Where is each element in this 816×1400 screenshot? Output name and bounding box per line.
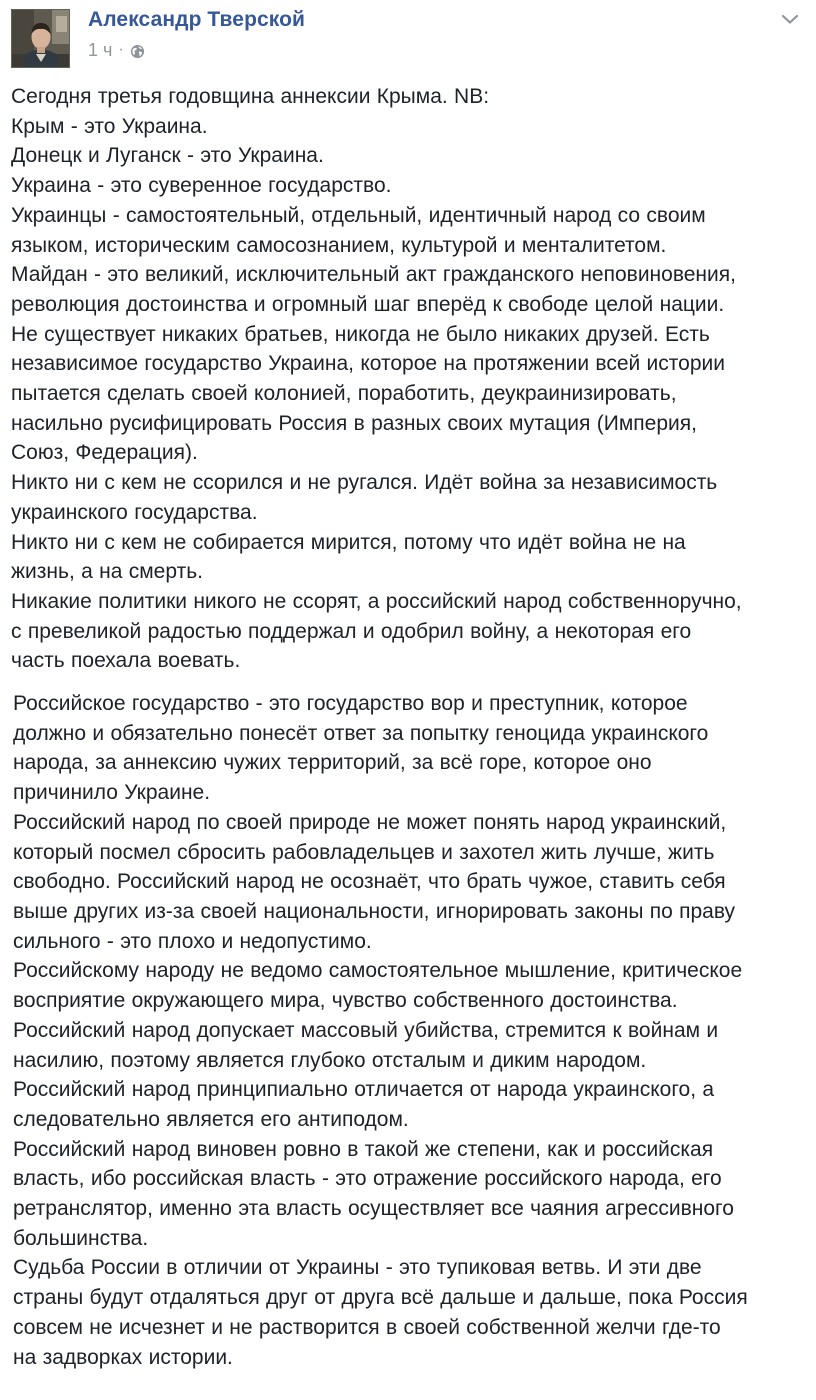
chevron-down-icon[interactable] — [779, 11, 801, 27]
post-paragraph: Сегодня третья годовщина аннексии Крыма. NB: Крым - это Украина. Донецк и Луганск - это Украина. Украина - это суверенное государство. Украинцы - самостоятельный, отдельный, идентичный народ со своим языком, историческим самосознанием, культурой и менталитетом. Майдан - это великий, исключительный акт гражданского неповиновения, революция достоинства и огромный шаг вперёд к свободе целой нации. Не существует никаких братьев, никогда не было никаких друзей. Есть независимое государство Украина, которое на протяжении всей истории пытается сделать своей колонией, поработить, деукраинизировать, насильно русифицировать Россия в разных своих мутация (Империя, Союз, Федерация). Никто ни с кем не ссорился и не ругался. Идёт война за независимость украинского государства. Никто ни с кем не собирается мирится, потому что идёт война не на жизнь, а на смерть. Никакие политики никого не ссорят, а российский народ собственноручно, с превеликой радостью поддержал и одобрил войну, а некоторая его часть поехала воевать. — [11, 85, 742, 673]
post-timestamp[interactable]: 1 ч — [88, 39, 113, 60]
post-paragraph: Российское государство - это государство вор и преступник, которое должно и обязательно понесёт ответ за попытку геноцида украинского народа, за аннексию чужих территорий, за всё горе, которое оно причинило Украине. Российский народ по своей природе не может понять народ украинский, который посмел сбросить рабовладельцев и захотел жить лучше, жить свободно. Российский народ не осознаёт, что брать чужое, ставить себя выше других из-за своей национальности, игнорировать законы по праву сильного - это плохо и недопустимо. Российскому народу не ведомо самостоятельное мышление, критическое восприятие окружающего мира, чувство собственного достоинства. Российский народ допускает массовый убийства, стремится к войнам и насилию, поэтому является глубоко отсталым и диким народом. Российский народ принципиально отличается от народа украинского, а следовательно является его антиподом. Российский народ виновен ровно в такой же степени, как и российская власть, ибо российская власть - это отражение российского народа, его ретранслятор, именно эта власть осуществляет все чаяния агрессивного большинства. Судьба России в отличии от Украины - это тупиковая ветвь. И эти две страны будут отдаляться друг от друга всё дальше и дальше, пока Россия совсем не исчезнет и не растворится в своей собственной желчи где-то на задворках истории. — [13, 692, 748, 1369]
meta-separator: · — [118, 41, 124, 58]
profile-photo — [12, 10, 70, 68]
avatar[interactable] — [11, 9, 70, 68]
post-meta — [88, 39, 145, 61]
post-text — [11, 82, 806, 1372]
author-name[interactable]: Александр Тверской — [88, 8, 306, 31]
globe-icon[interactable] — [130, 43, 145, 58]
post-header — [11, 9, 801, 71]
